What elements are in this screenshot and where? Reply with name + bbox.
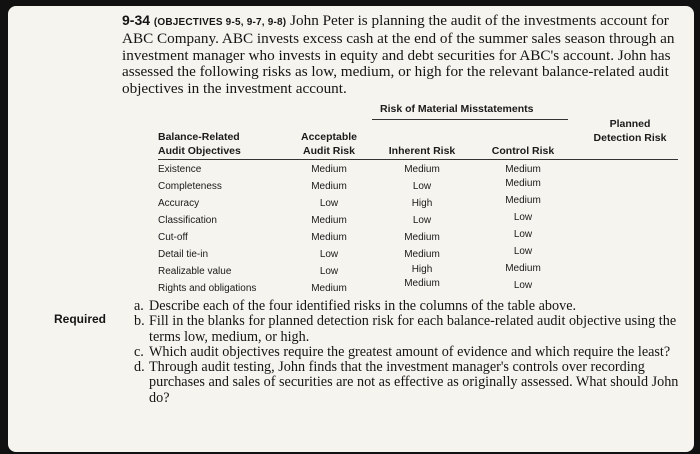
- control-cell: Medium: [505, 195, 541, 206]
- acceptable-cell: Medium: [311, 232, 347, 243]
- acceptable-cell: Low: [319, 266, 339, 277]
- header-acceptable-audit-risk: Acceptable Audit Risk: [300, 131, 358, 157]
- control-cell: Low: [513, 280, 533, 291]
- risk-group-heading: Risk of Material Misstatements: [380, 103, 534, 115]
- required-item-d: d. Through audit testing, John finds that the investment manager's controls over recording purchases and sales of securities are not as effective as originally assessed. What should John do?: [134, 359, 679, 406]
- objective-cell: Rights and obligations: [158, 283, 257, 294]
- risk-group-rule: [372, 119, 568, 120]
- inherent-cell: Medium: [404, 278, 440, 289]
- objective-cell: Classification: [158, 215, 217, 226]
- required-item-a: a. Describe each of the four identified risks in the columns of the table above.: [134, 298, 577, 314]
- objective-cell: Completeness: [158, 181, 222, 192]
- required-item-b: b. Fill in the blanks for planned detection risk for each balance-related audit objective using the terms low, medium, or high.: [134, 313, 677, 345]
- inherent-cell: Medium: [404, 249, 440, 260]
- inherent-cell: Medium: [404, 232, 440, 243]
- acceptable-cell: Medium: [311, 181, 347, 192]
- header-inherent-risk: Inherent Risk: [388, 145, 456, 157]
- control-cell: Low: [513, 212, 533, 223]
- objective-cell: Realizable value: [158, 266, 232, 277]
- control-cell: Medium: [505, 178, 541, 189]
- objective-cell: Accuracy: [158, 198, 200, 209]
- inherent-cell: Low: [412, 181, 432, 192]
- required-list: [134, 299, 694, 406]
- textbook-page: [8, 6, 694, 452]
- acceptable-cell: Low: [319, 198, 339, 209]
- control-cell: Medium: [505, 164, 541, 175]
- objective-cell: Cut-off: [158, 232, 188, 243]
- required-item-c: c. Which audit objectives require the greatest amount of evidence and which require the least?: [134, 343, 671, 360]
- problem-intro: [122, 12, 694, 97]
- header-planned-detection-risk: Planned Detection Risk: [593, 118, 667, 144]
- control-cell: Low: [513, 229, 533, 240]
- table-header-rule: [158, 159, 678, 160]
- objective-cell: Detail tie-in: [158, 249, 209, 260]
- acceptable-cell: Medium: [311, 164, 347, 175]
- problem-objectives: (OBJECTIVES 9-5, 9-7, 9-8): [153, 17, 287, 28]
- acceptable-cell: Low: [319, 249, 339, 260]
- problem-text: John Peter is planning the audit of the investments account for ABC Company. ABC invests excess cash at the end of the summer sales season through an investment manager who invests in equity and debt securities for ABC's account. John has assessed the following risks as low, medium, or high for the relevant balance-related audit objectives in the investment account.: [122, 12, 675, 97]
- control-cell: Medium: [505, 263, 541, 274]
- required-label: Required: [54, 312, 107, 326]
- inherent-cell: Low: [412, 215, 432, 226]
- inherent-cell: High: [411, 264, 433, 275]
- acceptable-cell: Medium: [311, 215, 347, 226]
- acceptable-cell: Medium: [311, 283, 347, 294]
- objective-cell: Existence: [158, 164, 202, 175]
- problem-number: 9-34: [122, 12, 151, 28]
- inherent-cell: High: [411, 198, 433, 209]
- header-objectives: Balance-Related Audit Objectives: [158, 131, 241, 157]
- header-control-risk: Control Risk: [491, 145, 555, 157]
- control-cell: Low: [513, 246, 533, 257]
- inherent-cell: Medium: [404, 164, 440, 175]
